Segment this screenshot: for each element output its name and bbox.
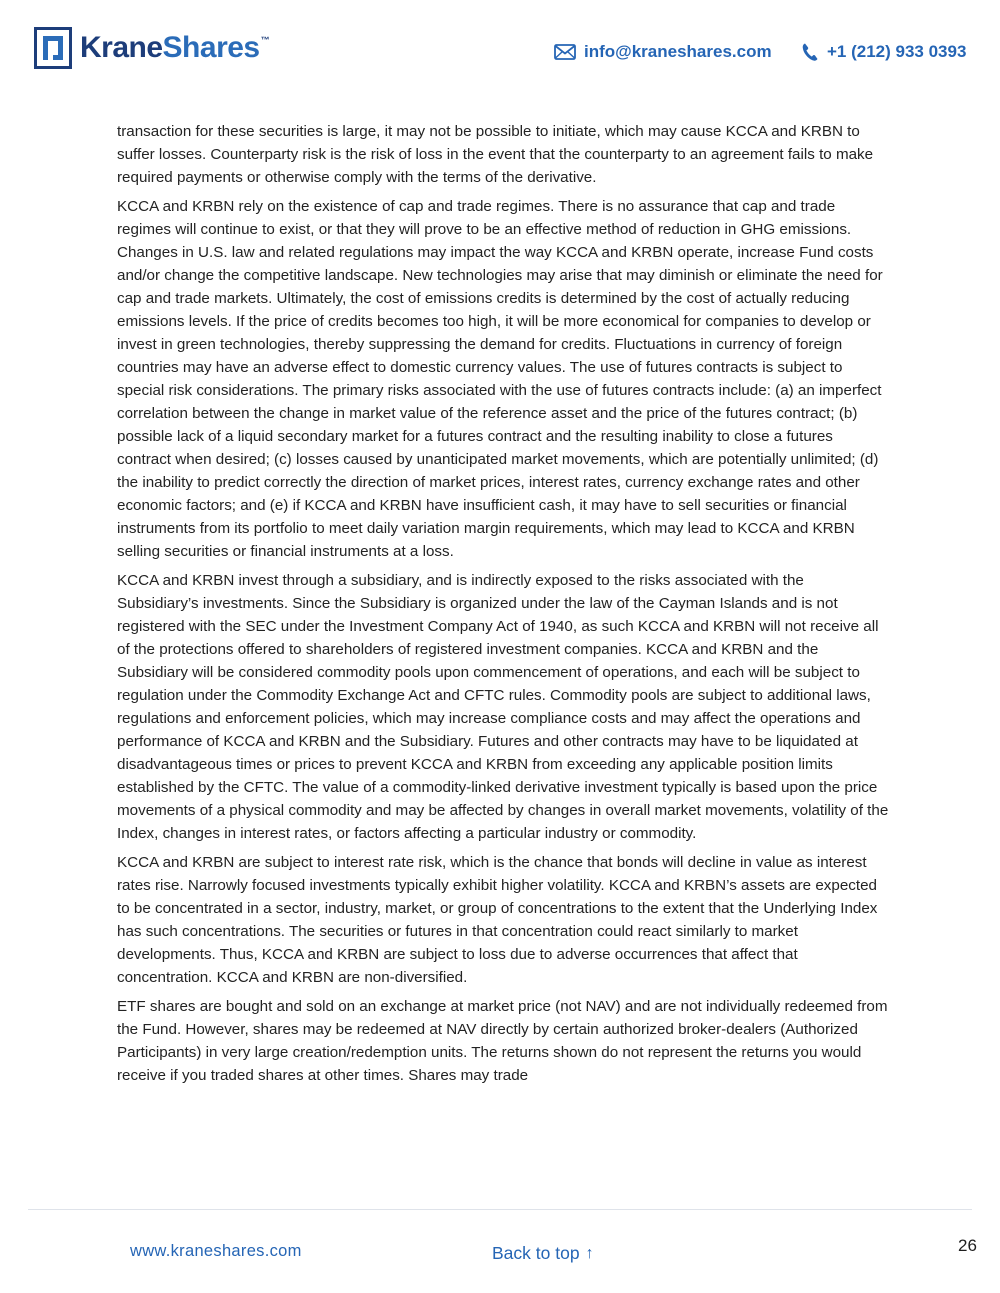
disclosure-text xyxy=(117,120,889,1093)
footer-divider xyxy=(28,1209,972,1210)
trademark-symbol: ™ xyxy=(260,35,270,45)
email-contact[interactable] xyxy=(554,42,772,62)
brand-name-krane: Krane xyxy=(80,31,163,64)
email-link[interactable]: info@kraneshares.com xyxy=(584,42,772,61)
paragraph: KCCA and KRBN rely on the existence of cap and trade regimes. There is no assurance that cap and trade regimes will continue to exist, or that they will prove to be an effective method of reduction in GHG emissions. Changes in U.S. law and related regulations may impact the way KCCA and KRBN operate, increase Fund costs and/or change the competitive landscape. New technologies may arise that may diminish or eliminate the need for cap and trade markets. Ultimately, the cost of emissions credits is determined by the cost of actually reducing emissions levels. If the price of credits becomes too high, it will be more economical for companies to develop or invest in green technologies, thereby suppressing the demand for credits. Fluctuations in currency of foreign countries may have an adverse effect to domestic currency values. The use of futures contracts is subject to special risk considerations. The primary risks associated with the use of futures contracts include: (a) an imperfect correlation between the change in market value of the reference asset and the price of the futures contract; (b) possible lack of a liquid secondary market for a futures contract and the resulting inability to close a futures contract when desired; (c) losses caused by unanticipated market movements, which are potentially unlimited; (d) the inability to predict correctly the direction of market prices, interest rates, currency exchange rates and other economic factors; and (e) if KCCA and KRBN have insufficient cash, it may have to sell securities or financial instruments from its portfolio to meet daily variation margin requirements, which may lead to KCCA and KRBN selling securities or financial instruments at a loss. xyxy=(117,198,883,560)
paragraph: KCCA and KRBN are subject to interest rate risk, which is the chance that bonds will decline in value as interest rates rise. Narrowly focused investments typically exhibit higher volatility. KCCA and KRBN’s assets are expected to be concentrated in a sector, industry, market, or group of concentrations to the extent that the Underlying Index has such concentrations. The securities or futures in that concentration could react similarly to market developments. Thus, KCCA and KRBN are subject to loss due to adverse occurrences that affect that concentration. KCCA and KRBN are non-diversified. xyxy=(117,854,878,986)
paragraph: ETF shares are bought and sold on an exchange at market price (not NAV) and are not individually redeemed from the Fund. However, shares may be redeemed at NAV directly by certain authorized broker-dealers (Authorized Participants) in very large creation/redemption units. The returns shown do not represent the returns you would receive if you traded shares at other times. Shares may trade xyxy=(117,998,888,1084)
phone-link[interactable]: +1 (212) 933 0393 xyxy=(827,42,967,61)
phone-icon xyxy=(801,42,819,62)
kraneshares-logo[interactable] xyxy=(34,27,269,69)
paragraph: KCCA and KRBN invest through a subsidiary, and is indirectly exposed to the risks associated with the Subsidiary’s investments. Since the Subsidiary is organized under the law of the Cayman Islands and is not registered with the SEC under the Investment Company Act of 1940, as such KCCA and KRBN will not receive all of the protections offered to shareholders of registered investment companies. KCCA and KRBN and the Subsidiary will be considered commodity pools upon commencement of operations, and each will be subject to regulation under the Commodity Exchange Act and CFTC rules. Commodity pools are subject to additional laws, regulations and enforcement policies, which may increase compliance costs and may affect the operations and performance of KCCA and KRBN and the Subsidiary. Futures and other contracts may have to be liquidated at disadvantageous times or prices to prevent KCCA and KRBN from exceeding any applicable position limits established by the CFTC. The value of a commodity-linked derivative investment typically is based upon the price movements of a physical commodity and may be affected by changes in overall market movements, volatility of the Index, changes in interest rates, or factors affecting a particular industry or commodity. xyxy=(117,572,889,842)
arrow-up-icon: ↑ xyxy=(585,1244,594,1262)
paragraph: transaction for these securities is large, it may not be possible to initiate, which may cause KCCA and KRBN to suffer losses. Counterparty risk is the risk of loss in the event that the counterparty to an agreement fails to make required payments or otherwise comply with the terms of the derivative. xyxy=(117,123,874,186)
back-to-top-label: Back to top xyxy=(492,1243,580,1263)
brand-name xyxy=(80,31,269,65)
phone-contact[interactable] xyxy=(801,42,966,62)
logo-mark-icon xyxy=(34,27,72,69)
envelope-icon xyxy=(554,44,576,60)
brand-name-shares: Shares xyxy=(162,31,260,64)
back-to-top-link[interactable] xyxy=(492,1243,594,1264)
website-link[interactable]: www.kraneshares.com xyxy=(130,1242,302,1260)
page-number: 26 xyxy=(958,1236,977,1255)
page-header xyxy=(0,0,1000,90)
